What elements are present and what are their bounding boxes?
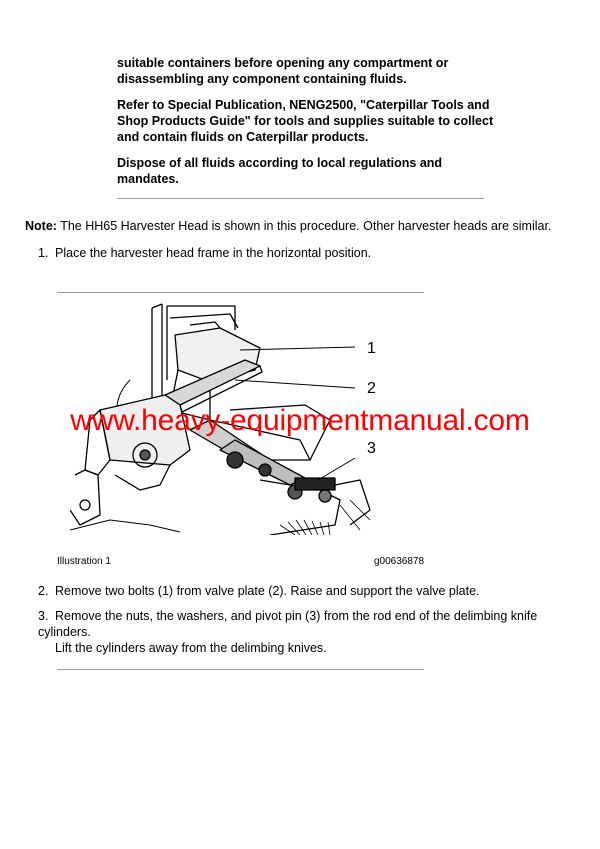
divider — [57, 669, 424, 670]
step-number: 3. — [38, 609, 49, 623]
step-2 — [38, 583, 583, 599]
step-text: Place the harvester head frame in the horizontal position. — [55, 246, 372, 260]
callout-3: 3 — [367, 440, 376, 457]
note-text: The HH65 Harvester Head is shown in this procedure. Other harvester heads are similar. — [56, 219, 552, 233]
note — [25, 218, 551, 234]
step-1 — [38, 245, 583, 261]
figure-caption-label: Illustration 1 — [57, 556, 111, 567]
step-text: Remove two bolts (1) from valve plate (2). Raise and support the valve plate. — [55, 584, 480, 598]
warning-paragraph-2: Refer to Special Publication, NENG2500, "Caterpillar Tools and Shop Products Guide" for tools and supplies suitable to collect and contain fluids on Caterpillar products. — [117, 98, 494, 144]
warning-paragraph-3: Dispose of all fluids according to local regulations and mandates. — [117, 156, 443, 186]
divider — [117, 198, 484, 199]
divider — [57, 292, 424, 293]
callout-2: 2 — [367, 380, 376, 397]
warning-paragraph-1: suitable containers before opening any compartment or disassembling any component containing fluids. — [117, 56, 449, 86]
step-3 — [38, 608, 583, 656]
callout-1: 1 — [367, 340, 376, 357]
watermark: www.heavy-equipmentmanual.com — [70, 404, 530, 437]
step-text-line-2: Lift the cylinders away from the delimbing knives. — [55, 641, 327, 655]
warning-block — [117, 55, 497, 187]
step-number: 1. — [38, 246, 49, 260]
figure-caption-id: g00636878 — [374, 556, 425, 567]
step-number: 2. — [38, 584, 49, 598]
step-text-line-1: Remove the nuts, the washers, and pivot pin (3) from the rod end of the delimbing knife cylinders. — [38, 609, 538, 639]
note-label: Note: — [25, 219, 57, 233]
